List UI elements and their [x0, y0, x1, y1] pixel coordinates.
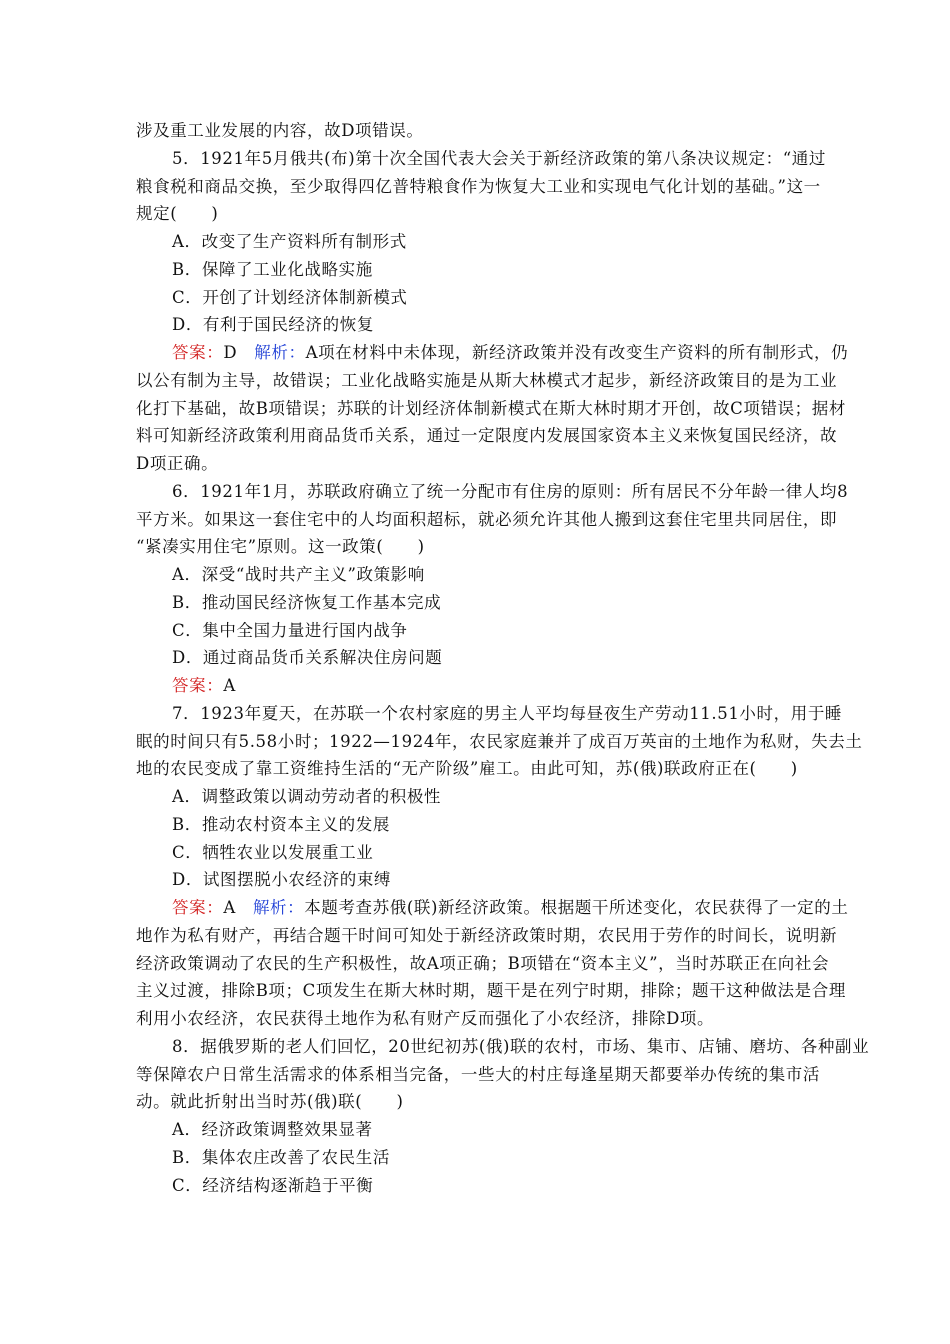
text-line	[136, 759, 816, 779]
text-segment: 涉及重工业发展的内容，故D项错误。	[136, 121, 424, 140]
text-segment: 粮食税和商品交换，至少取得四亿普特粮食作为恢复大工业和实现电气化计划的基础。”这一	[136, 176, 821, 196]
text-segment: 8．据俄罗斯的老人们回忆，20世纪初苏(俄)联的农村，市场、集市、店铺、磨坊、各种副业	[172, 1036, 870, 1056]
text-segment: 地的农民变成了靠工资维持生活的“无产阶级”雇工。由此可知，苏(俄)联政府正在( )	[136, 759, 798, 779]
text-segment: 以公有制为主导，故错误；工业化战略实施是从斯大林模式才起步，新经济政策目的是为工业	[136, 370, 838, 390]
text-segment: A．深受“战时共产主义”政策影响	[172, 565, 425, 584]
text-segment: C．集中全国力量进行国内战争	[172, 620, 408, 640]
text-line	[136, 537, 816, 557]
text-line	[172, 315, 816, 335]
text-segment: C．开创了计划经济体制新模式	[172, 287, 408, 307]
answer-label: 答案：	[172, 343, 224, 362]
text-line	[136, 370, 838, 391]
text-line	[172, 260, 816, 280]
text-line	[172, 703, 843, 724]
text-line	[136, 731, 863, 752]
text-segment: A．调整政策以调动劳动者的积极性	[172, 787, 442, 806]
text-line	[136, 1092, 816, 1112]
text-line	[172, 676, 816, 696]
text-line	[172, 787, 816, 807]
text-segment: D	[223, 343, 255, 362]
text-line	[172, 1120, 816, 1140]
text-segment: 动。就此折射出当时苏(俄)联( )	[136, 1092, 404, 1112]
text-segment: B．保障了工业化战略实施	[172, 259, 373, 279]
text-segment: A	[223, 898, 253, 917]
text-line	[136, 426, 838, 446]
text-segment: A	[223, 676, 236, 695]
text-segment: 地作为私有财产，再结合题干时间可知处于新经济政策时期，农民用于劳作的时间长，说明新	[136, 925, 838, 945]
text-segment: A．改变了生产资料所有制形式	[172, 232, 407, 251]
answer-label: 答案：	[172, 676, 224, 695]
text-segment: 主义过渡，排除B项；C项发生在斯大林时期，题干是在列宁时期，排除；题干这种做法是合理	[136, 981, 846, 1001]
text-line	[172, 870, 816, 890]
text-line	[172, 593, 816, 613]
text-segment: D．试图摆脱小农经济的束缚	[172, 870, 392, 890]
text-segment: 6．1921年1月，苏联政府确立了统一分配市有住房的原则：所有居民不分年龄一律人均8	[172, 481, 849, 501]
text-segment: C．牺牲农业以发展重工业	[172, 842, 374, 862]
text-line	[136, 953, 830, 974]
text-line	[172, 898, 849, 918]
text-segment: “紧凑实用住宅”原则。这一政策( )	[136, 537, 425, 557]
text-segment: 眠的时间只有5.58小时；1922—1924年，农民家庭兼并了成百万英亩的土地作为私财，失去土	[136, 731, 863, 751]
text-line	[172, 565, 816, 585]
text-line	[172, 1036, 870, 1057]
text-segment: B．集体农庄改善了农民生活	[172, 1147, 390, 1167]
text-line	[136, 176, 821, 197]
analysis-label: 解析：	[252, 898, 305, 917]
text-line	[172, 648, 816, 668]
text-line	[136, 925, 838, 946]
text-line	[136, 204, 816, 224]
text-segment: 规定( )	[136, 204, 219, 224]
text-line	[136, 454, 816, 474]
text-segment: 5．1921年5月俄共(布)第十次全国代表大会关于新经济政策的第八条决议规定：“通过	[172, 148, 826, 168]
text-line	[172, 481, 849, 502]
text-line	[172, 621, 816, 641]
text-line	[136, 1009, 816, 1029]
text-line	[136, 509, 838, 530]
text-segment: A项在材料中未体现，新经济政策并没有改变生产资料的所有制形式，仍	[305, 343, 849, 362]
text-line	[172, 148, 826, 169]
text-line	[172, 1176, 816, 1196]
text-line	[136, 981, 846, 1001]
text-segment: 本题考查苏俄(联)新经济政策。根据题干所述变化，农民获得了一定的土	[304, 898, 849, 917]
text-segment: 7．1923年夏天，在苏联一个农村家庭的男主人平均每昼夜生产劳动11.51小时，用于睡	[172, 703, 843, 723]
text-line	[172, 288, 816, 308]
text-line	[136, 398, 846, 419]
text-segment: B．推动农村资本主义的发展	[172, 814, 390, 834]
text-segment: D项正确。	[136, 454, 219, 473]
text-line	[172, 843, 816, 863]
text-segment: 化打下基础，故B项错误；苏联的计划经济体制新模式在斯大林时期才开创，故C项错误；据材	[136, 398, 846, 418]
text-segment: C．经济结构逐渐趋于平衡	[172, 1175, 374, 1195]
text-segment: 平方米。如果这一套住宅中的人均面积超标，就必须允许其他人搬到这套住宅里共同居住，即	[136, 509, 838, 529]
text-line	[172, 232, 816, 252]
text-segment: 料可知新经济政策利用商品货币关系，通过一定限度内发展国家资本主义来恢复国民经济，故	[136, 426, 838, 446]
text-segment: 经济政策调动了农民的生产积极性，故A项正确；B项错在“资本主义”，当时苏联正在向社会	[136, 953, 830, 973]
text-segment: A．经济政策调整效果显著	[172, 1120, 373, 1139]
text-segment: B．推动国民经济恢复工作基本完成	[172, 592, 442, 612]
text-line	[172, 815, 816, 835]
answer-label: 答案：	[172, 898, 224, 917]
text-segment: D．有利于国民经济的恢复	[172, 315, 374, 335]
text-line	[136, 1064, 820, 1085]
text-segment: 等保障农户日常生活需求的体系相当完备，一些大的村庄每逢星期天都要举办传统的集市活	[136, 1064, 820, 1084]
text-line	[172, 343, 849, 363]
text-line	[172, 1148, 816, 1168]
text-segment: 利用小农经济，农民获得土地作为私有财产反而强化了小农经济，排除D项。	[136, 1009, 715, 1028]
text-line	[136, 121, 816, 141]
analysis-label: 解析：	[254, 343, 306, 362]
text-segment: D．通过商品货币关系解决住房问题	[172, 648, 443, 668]
